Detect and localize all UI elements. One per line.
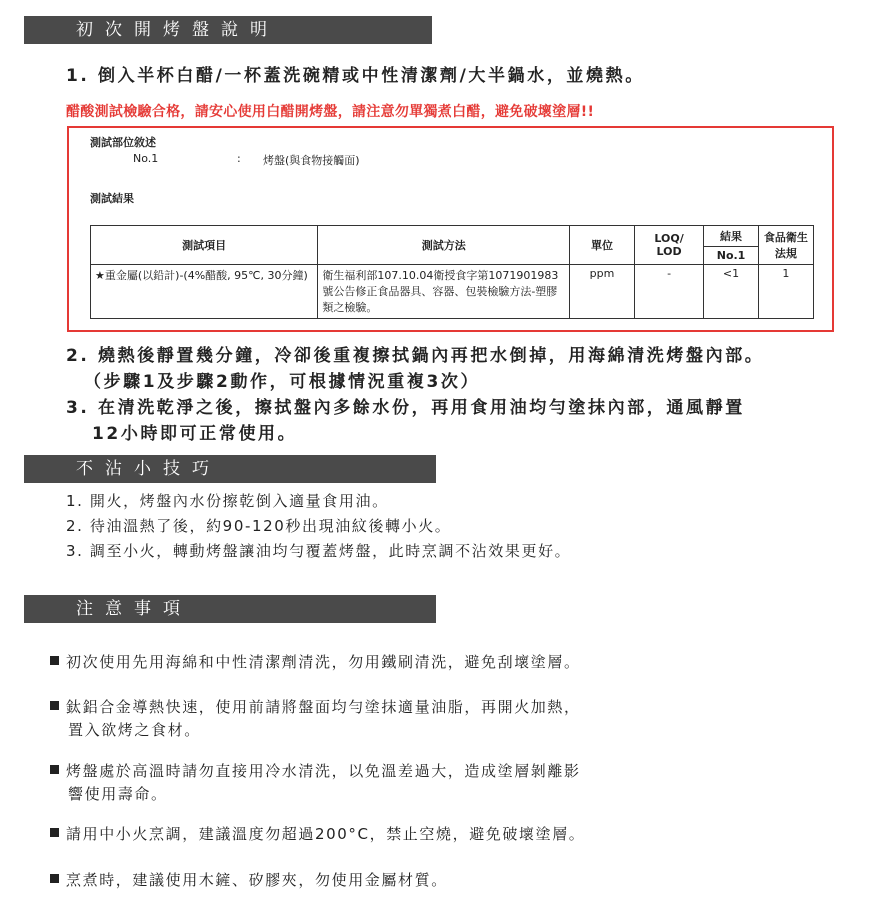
tip-1: 1. 開火，烤盤內水份擦乾倒入適量食用油。: [66, 492, 389, 510]
bullet-square-icon: [50, 701, 59, 710]
bullet-square-icon: [50, 656, 59, 665]
section-header-first-use: 初次開烤盤說明: [24, 16, 432, 44]
header-test-item: 測試項目: [91, 226, 318, 265]
header-loq-lod: LOQ/ LOD: [634, 226, 704, 265]
cell-unit: ppm: [570, 265, 635, 319]
cell-regulation: 1: [758, 265, 813, 319]
cell-loq: -: [634, 265, 704, 319]
header-result-no: No.1: [704, 247, 758, 265]
note-1: [50, 651, 581, 674]
note-2-text: 鈦鋁合金導熱快速，使用前請將盤面均勻塗抹適量油脂，再開火加熱，: [66, 698, 581, 716]
section-header-nonstick-tips: 不沾小技巧: [24, 455, 436, 483]
bullet-square-icon: [50, 828, 59, 837]
part-colon: :: [237, 152, 241, 165]
step-2-line-1: 2. 燒熱後靜置幾分鐘，冷卻後重複擦拭鍋內再把水倒掉，用海綿清洗烤盤內部。: [66, 346, 765, 366]
cell-method: 衛生福利部107.10.04衛授食字第1071901983號公告修正食品器具、容器、包裝檢驗方法-塑膠類之檢驗。: [318, 265, 570, 319]
table-row: [91, 265, 814, 319]
header-unit: 單位: [570, 226, 635, 265]
test-report-box: [67, 126, 834, 332]
note-4: [50, 823, 585, 846]
header-test-method: 測試方法: [318, 226, 570, 265]
note-2-text-cont: 置入欲烤之食材。: [68, 721, 201, 739]
note-5: [50, 869, 448, 892]
part-heading: 測試部位敘述: [90, 136, 156, 149]
part-description: 烤盤(與食物接觸面): [263, 154, 360, 167]
note-3-text: 烤盤處於高溫時請勿直接用冷水清洗，以免溫差過大，造成塗層剝離影: [66, 762, 581, 780]
note-1-text: 初次使用先用海綿和中性清潔劑清洗，勿用鐵刷清洗，避免刮壞塗層。: [66, 653, 581, 671]
cell-result: <1: [704, 265, 758, 319]
tip-2: 2. 待油溫熱了後，約90-120秒出現油紋後轉小火。: [66, 517, 452, 535]
step-1: 1. 倒入半杯白醋/一杯蓋洗碗精或中性清潔劑/大半鍋水，並燒熱。: [66, 66, 645, 86]
note-3: [50, 760, 581, 806]
step-3-line-2: 12小時即可正常使用。: [92, 424, 298, 444]
bullet-square-icon: [50, 765, 59, 774]
warning-text: 醋酸測試檢驗合格，請安心使用白醋開烤盤，請注意勿單獨煮白醋，避免破壞塗層!!: [66, 104, 595, 120]
header-result: 結果: [704, 226, 758, 247]
note-3-text-cont: 響使用壽命。: [68, 785, 168, 803]
note-2: [50, 696, 581, 742]
step-3-line-1: 3. 在清洗乾淨之後，擦拭盤內多餘水份，再用食用油均勻塗抹內部，通風靜置: [66, 398, 745, 418]
note-5-text: 烹煮時，建議使用木鏟、矽膠夾，勿使用金屬材質。: [66, 871, 448, 889]
header-regulation: 食品衛生 法規: [758, 226, 813, 265]
part-no: No.1: [133, 152, 159, 165]
bullet-square-icon: [50, 874, 59, 883]
cell-item: ★重金屬(以鉛計)-(4%醋酸, 95℃, 30分鐘): [91, 265, 318, 319]
tip-3: 3. 調至小火，轉動烤盤讓油均勻覆蓋烤盤，此時烹調不沾效果更好。: [66, 542, 572, 560]
result-heading: 測試結果: [90, 192, 134, 205]
note-4-text: 請用中小火烹調，建議溫度勿超過200°C，禁止空燒，避免破壞塗層。: [66, 825, 586, 843]
section-header-precautions: 注意事項: [24, 595, 436, 623]
step-2-line-2: （步驟1及步驟2動作，可根據情況重複3次）: [84, 372, 481, 392]
results-table: [90, 225, 814, 319]
